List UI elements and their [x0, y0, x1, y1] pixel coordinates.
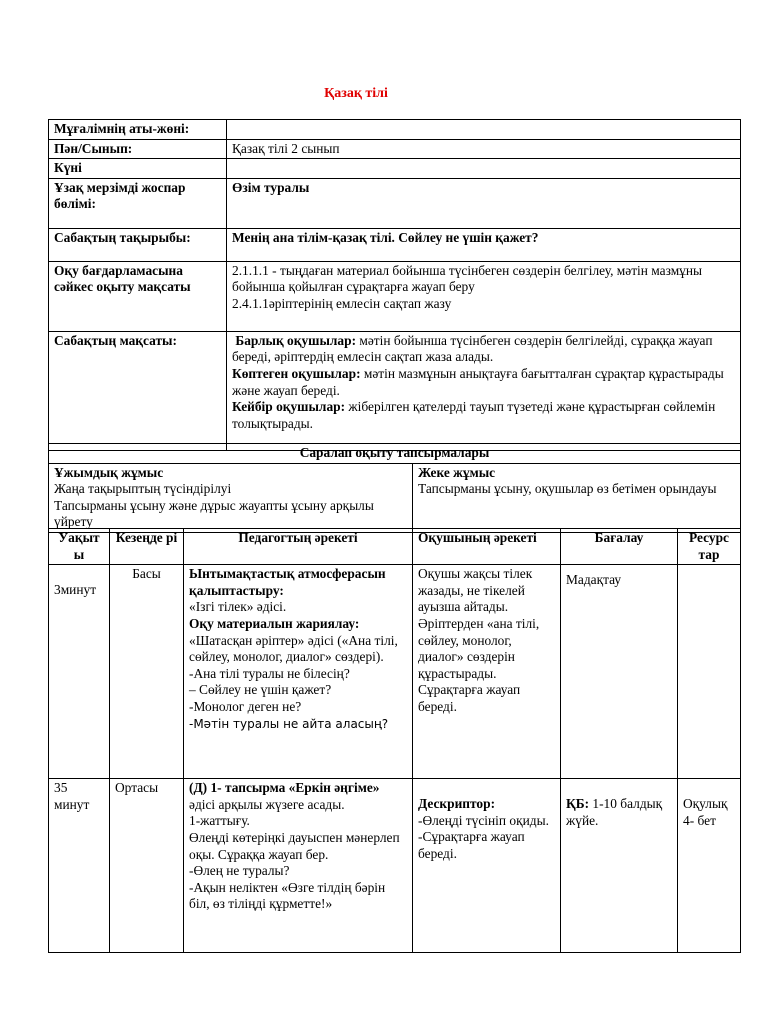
teacher-label: Мұғалімнің аты-жөні:: [49, 120, 227, 140]
plan-row-beginning: [49, 565, 741, 779]
aims-row: [49, 331, 741, 450]
lesson-plan-table: [48, 528, 741, 953]
plan-row-middle: [49, 779, 741, 953]
row2-line4: -Ақын неліктен «Өзге тілдің бәрін біл, өз тіліңді құрметте!»: [189, 879, 386, 912]
col-stage-header: Кезеңде рі: [110, 529, 184, 565]
row1-assessment: Мадақтау: [561, 565, 678, 779]
differentiation-table: [48, 443, 741, 533]
aim-all: Барлық оқушылар: мәтін бойынша түсінбеген сөздерін белгілейді, сұраққа жауап береді, әріптердің емлесін сақтап жаза алады.: [232, 332, 713, 365]
col-teacher-header: Педагогтың әрекеті: [184, 529, 413, 565]
group-work-line2: Тапсырманы ұсыну және дұрыс жауапты ұсыну арқылы үйрету: [54, 497, 374, 530]
row2-descriptor-heading: Дескриптор:: [418, 796, 496, 812]
subject-label: Пән/Сынып:: [49, 139, 227, 159]
row2-line2: Өлеңді көтеріңкі дауыспен мәнерлеп оқы. Сұраққа жауап бер.: [189, 829, 400, 862]
col-students-header: Оқушының әрекеті: [413, 529, 561, 565]
plan-header-row: [49, 529, 741, 565]
topic-label: Сабақтың тақырыбы:: [49, 228, 227, 261]
row2-line1: 1-жаттығу.: [189, 813, 250, 829]
row1-line1: «Ізгі тілек» әдісі.: [189, 599, 287, 615]
row2-resources: Оқулық 4- бет: [678, 779, 741, 953]
row2-stage: Ортасы: [110, 779, 184, 953]
teacher-value: [227, 120, 741, 140]
row2-teacher-activity: [184, 779, 413, 953]
objectives-row: [49, 261, 741, 331]
subject-row: [49, 139, 741, 159]
topic-value: Менің ана тілім-қазақ тілі. Сөйлеу не үшін қажет?: [227, 228, 741, 261]
row1-heading2: Оқу материалын жариялау:: [189, 615, 360, 631]
row1-line2: «Шатасқан әріптер» әдісі («Ана тілі, сөйлеу, монолог, диалог» сөздері).: [189, 632, 398, 665]
individual-work-title: Жеке жұмыс: [418, 464, 496, 480]
objectives-label: Оқу бағдарламасына сәйкес оқыту мақсаты: [49, 261, 227, 331]
group-work-line1: Жаңа тақырыптың түсіндірілуі: [54, 481, 232, 497]
longterm-value: Өзім туралы: [227, 178, 741, 228]
row1-heading1: Ынтымақтастық атмосферасын қалыптастыру:: [189, 566, 386, 598]
row2-assessment: ҚБ: 1-10 балдық жүйе.: [561, 779, 678, 953]
aim-some: Кейбір оқушылар: жіберілген қателерді тауып түзетеді және құрастырған сөйлемін толықтырады.: [232, 399, 716, 431]
diff-header: Саралап оқыту тапсырмалары: [49, 444, 741, 464]
col-time-header: Уақыт ы: [49, 529, 110, 565]
longterm-label: Ұзақ мерзімді жоспар бөлімі:: [49, 178, 227, 228]
row2-descriptor-2: -Сұрақтарға жауап береді.: [418, 829, 525, 861]
row1-resources: [678, 565, 741, 779]
row1-line3: -Ана тілі туралы не білесің?: [189, 665, 350, 681]
objective-2: 2.4.1.1әріптерінің емлесін сақтап жазу: [232, 295, 452, 311]
objectives-value: [227, 261, 741, 331]
row1-student-activity: Оқушы жақсы тілек жазады, не тікелей ауызша айтады. Әріптерден «ана тілі, сөйлеу, монолог, диалог» сөздерін құрастырады. Сұрақтарға жауап береді.: [413, 565, 561, 779]
aims-value: [227, 331, 741, 450]
group-work-title: Ұжымдық жұмыс: [54, 464, 164, 480]
row1-stage: Басы: [110, 565, 184, 779]
row1-time: 3минут: [49, 565, 110, 779]
col-resources-header: Ресурс тар: [678, 529, 741, 565]
diff-header-row: [49, 444, 741, 464]
page-title: Қазақ тілі: [324, 86, 388, 101]
topic-row: [49, 228, 741, 261]
lesson-info-table: [48, 119, 741, 451]
col-assessment-header: Бағалау: [561, 529, 678, 565]
aims-label: Сабақтың мақсаты:: [49, 331, 227, 450]
aim-most: Көптеген оқушылар: мәтін мазмұнын анықтауға бағытталған сұрақтар құрастырады және жауап береді.: [232, 365, 724, 398]
row2-line3: -Өлең не туралы?: [189, 863, 290, 879]
row1-teacher-activity: [184, 565, 413, 779]
longterm-row: [49, 178, 741, 228]
individual-work-text: Тапсырманы ұсыну, оқушылар өз бетімен орындауы: [418, 481, 717, 497]
objective-1: 2.1.1.1 - тыңдаған материал бойынша түсінбеген сөздерін белгілеу, мәтін мазмұны бойынша қойылған сұрақтарға жауап беру: [232, 262, 703, 295]
day-row: [49, 159, 741, 179]
subject-value: Қазақ тілі 2 сынып: [227, 139, 741, 159]
diff-body-row: [49, 463, 741, 532]
row2-time: 35 минут: [49, 779, 110, 953]
row1-line6: -Мәтін туралы не айта аласың?: [189, 716, 389, 731]
row2-student-activity: [413, 779, 561, 953]
individual-work-cell: [413, 463, 741, 532]
row2-heading: (Д) 1- тапсырма «Еркін әңгіме» әдісі арқылы жүзеге асады.: [189, 780, 380, 812]
row1-line5: -Монолог деген не?: [189, 698, 302, 714]
teacher-row: [49, 120, 741, 140]
row1-line4: – Сөйлеу не үшін қажет?: [189, 682, 332, 698]
group-work-cell: [49, 463, 413, 532]
row2-descriptor-1: -Өлеңді түсініп оқиды.: [418, 812, 549, 828]
day-value: [227, 159, 741, 179]
day-label: Күні: [49, 159, 227, 179]
